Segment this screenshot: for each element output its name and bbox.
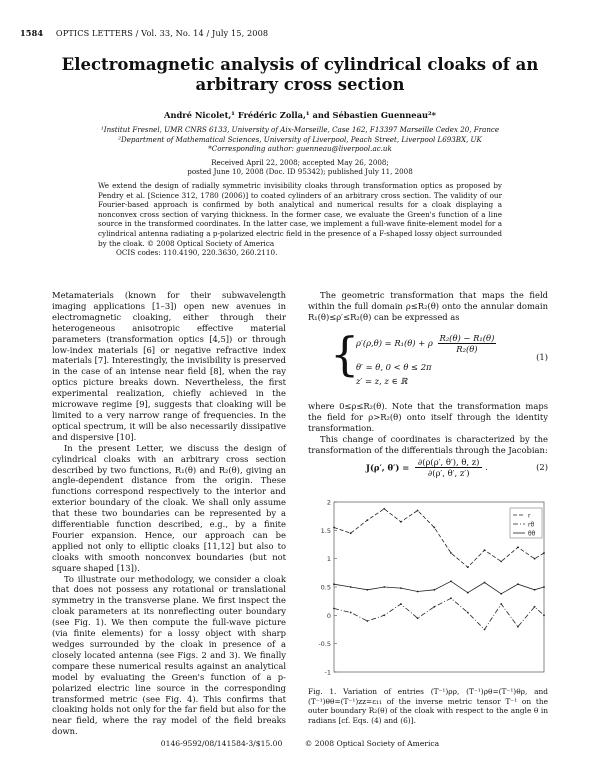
series-line-rθ [334, 598, 544, 629]
page-footer [0, 739, 600, 748]
equation-1-number: (1) [536, 352, 548, 362]
data-point [517, 583, 519, 585]
y-tick-label: -1 [324, 668, 331, 677]
received-line: Received April 22, 2008; accepted May 26, 2008; [211, 158, 389, 167]
publication-dates [60, 158, 540, 176]
equation-1-line-2: θ′ = θ, 0 < θ ≤ 2π [356, 362, 432, 372]
legend-label: θθ [528, 530, 536, 538]
body-paragraph: Metamaterials (known for their subwavelength imaging applications [1–3]) open new avenues in electromagnetic cloaking, either through their heterogeneous anisotropic effective material parameters (transformation optics [4,5]) or through low-index materials [6] or negative refractive index materials [7]. Interestingly, the invisibility is preserved in the case of an intense near field [8], when the ray optics picture breaks down. Nevertheless, the first experimental realization, chiefly achieved in the microwave regime [9], suggests that cloaking will be limited to a very narrow range of frequencies. In the optical spectrum, it will be also necessarily dissipative and dispersive [10]. [52, 290, 286, 442]
data-point [500, 603, 502, 605]
data-point [367, 620, 369, 622]
affiliation-2: ²Department of Mathematical Sciences, University of Liverpool, Peach Street, Liverpool L693BX, UK [118, 134, 482, 144]
body-paragraph: where 0≤ρ≤R₂(θ). Note that the transformation maps the field for ρ>R₂(θ) onto itself through the identity transformation. [308, 401, 548, 433]
data-point [450, 597, 452, 599]
affiliation-1: ¹Institut Fresnel, UMR CNRS 6133, University of Aix-Marseille, Case 162, F13397 Marseille Cedex 20, France [100, 125, 500, 134]
equation-1-numerator: R₂(θ) − R₁(θ) [439, 333, 495, 343]
equation-1-denominator: R₂(θ) [456, 344, 478, 354]
figure-1-caption: Fig. 1. Variation of entries (T⁻¹)ρρ, (T⁻¹)ρθ=(T⁻¹)θρ, and (T⁻¹)θθ=(T⁻¹)zz=ε₁₁ of the inverse metric tensor T⁻¹ on the outer boundary R₂(θ) of the cloak with respect to the angle θ in radians [cf. Eqs. (4) and (6)]. [308, 687, 548, 725]
data-point [333, 608, 335, 610]
y-tick-label: 0 [326, 611, 331, 620]
data-point [417, 510, 419, 512]
data-point [350, 612, 352, 614]
data-point [367, 589, 369, 591]
corresponding-author: *Corresponding author: guenneau@liverpool.ac.uk [208, 144, 392, 154]
data-point [383, 508, 385, 510]
data-point [543, 552, 545, 554]
legend-label: r [528, 512, 531, 520]
journal-reference: OPTICS LETTERS / Vol. 33, No. 14 / July 15, 2008 [55, 28, 269, 38]
data-point [433, 606, 435, 608]
data-point [484, 549, 486, 551]
equation-2-lhs: J(ρ′, θ′) = [366, 462, 410, 473]
running-header [20, 28, 268, 38]
data-point [450, 552, 452, 554]
data-point [383, 614, 385, 616]
figure-1-plot [316, 494, 550, 680]
copyright: © 2008 Optical Society of America [304, 739, 440, 748]
plot-legend [510, 508, 542, 538]
right-column-intro [308, 290, 548, 323]
data-point [534, 558, 536, 560]
data-point [333, 583, 335, 585]
data-point [400, 603, 402, 605]
data-point [534, 589, 536, 591]
equation-1 [308, 324, 548, 390]
data-point [484, 629, 486, 631]
legend-label: rθ [528, 521, 535, 529]
y-tick-label: 1 [326, 555, 331, 564]
y-tick-label: -0.5 [318, 640, 331, 649]
equation-1-line-3: z′ = z, z ∈ ℝ [356, 376, 408, 386]
data-point [467, 612, 469, 614]
abstract: We extend the design of radially symmetric invisibility cloaks through transformation optics as proposed by Pendry et al. [Science 312, 1780 (2006)] to coated cylinders of an arbitrary cross section. The validity of our Fourier-based approach is confirmed by both analytical and numerical results for a cloak displaying a nonconvex cross section of varying thickness. In the former case, we evaluate the Green's function of a line source in the transformed coordinates. In the latter case, we implement a full-wave finite-element model for a cylindrical antenna radiating a p-polarized electric field in the presence of a F-shaped lossy object surrounded by the cloak. © 2008 Optical Society of America [98, 181, 502, 248]
left-column [52, 290, 286, 737]
data-point [517, 626, 519, 628]
data-point [467, 566, 469, 568]
equation-2-tail: . [485, 462, 488, 472]
data-point [400, 587, 402, 589]
data-point [467, 592, 469, 594]
body-paragraph: To illustrate our methodology, we consider a cloak that does not possess any rotational or translational symmetry in the transverse plane. We first inspect the cloak parameters at its nonreflecting outer boundary (see Fig. 1). We then compute the full-wave picture (via finite elements) for a lossy object with sharp wedges surrounded by the cloak in presence of a closely located antenna (see Figs. 2 and 3). We finally compare these numerical results against an analytical model by evaluating the Green's function of a p-polarized electric line source in the corresponding transformed metric (see Fig. 4). This confirms that cloaking holds not only for the far field but also for the near field, where the ray model of the field breaks down. [52, 573, 286, 737]
data-point [367, 519, 369, 521]
right-column-body [308, 401, 548, 456]
equation-2-number: (2) [536, 462, 548, 472]
legend-box [510, 508, 542, 538]
data-point [400, 521, 402, 523]
data-point [333, 527, 335, 529]
data-point [433, 527, 435, 529]
data-point [500, 593, 502, 595]
equation-brace: { [330, 327, 360, 381]
data-point [417, 617, 419, 619]
article-code: 0146-9592/08/141584-3/$15.00 [160, 739, 283, 748]
equation-2 [308, 457, 548, 479]
posted-line: posted June 10, 2008 (Doc. ID 95342); published July 11, 2008 [187, 167, 413, 176]
body-paragraph: This change of coordinates is characterized by the transformation of the differentials through the Jacobian: [308, 433, 548, 455]
data-point [517, 546, 519, 548]
author-list: André Nicolet,¹ Frédéric Zolla,¹ and Sébastien Guenneau²* [164, 110, 436, 120]
data-point [433, 589, 435, 591]
y-tick-label: 1.5 [320, 526, 331, 535]
data-point [543, 586, 545, 588]
y-tick-label: 0.5 [320, 583, 331, 592]
data-point [543, 614, 545, 616]
data-point [350, 532, 352, 534]
series-line-θθ [334, 581, 544, 594]
data-point [500, 561, 502, 563]
body-paragraph: The geometric transformation that maps the field within the full domain ρ≤R₂(θ) onto the annular domain R₁(θ)≤ρ′≤R₂(θ) can be expressed as [308, 290, 548, 322]
equation-2-denominator: ∂(ρ′, θ′, z′) [427, 468, 470, 478]
equation-1-line-1: ρ′(ρ,θ) = R₁(θ) + ρ $\frac{\text{R₂(θ) − R₁(θ)}}{\text{R₂(θ)}}$ [356, 333, 495, 354]
y-tick-label: 2 [326, 498, 331, 507]
data-point [484, 582, 486, 584]
data-point [417, 591, 419, 593]
paper-title: Electromagnetic analysis of cylindrical cloaks of an arbitrary cross section [61, 55, 539, 94]
data-point [450, 580, 452, 582]
data-point [534, 606, 536, 608]
ocis-codes: OCIS codes: 110.4190, 220.3630, 260.2110. [116, 248, 278, 257]
page-number: 1584 [20, 28, 44, 38]
data-point [350, 586, 352, 588]
equation-2-numerator: ∂(ρ(ρ′, θ′), θ, z) [415, 457, 483, 468]
body-paragraph: In the present Letter, we discuss the design of cylindrical cloaks with an arbitrary cross section described by two functions, R₁(θ) and R₂(θ), giving an angle-dependent distance from the origin. These functions correspond respectively to the interior and exterior boundary of the cloak. We shall only assume that these two boundaries can be represented by a differentiable function described, e.g., by a finite Fourier expansion. Hence, our approach can be applied not only to elliptic cloaks [11,12] but also to cloaks with smooth nonconvex boundaries (but not square shaped [13]). [52, 442, 286, 573]
data-point [383, 586, 385, 588]
affiliations [30, 125, 570, 154]
